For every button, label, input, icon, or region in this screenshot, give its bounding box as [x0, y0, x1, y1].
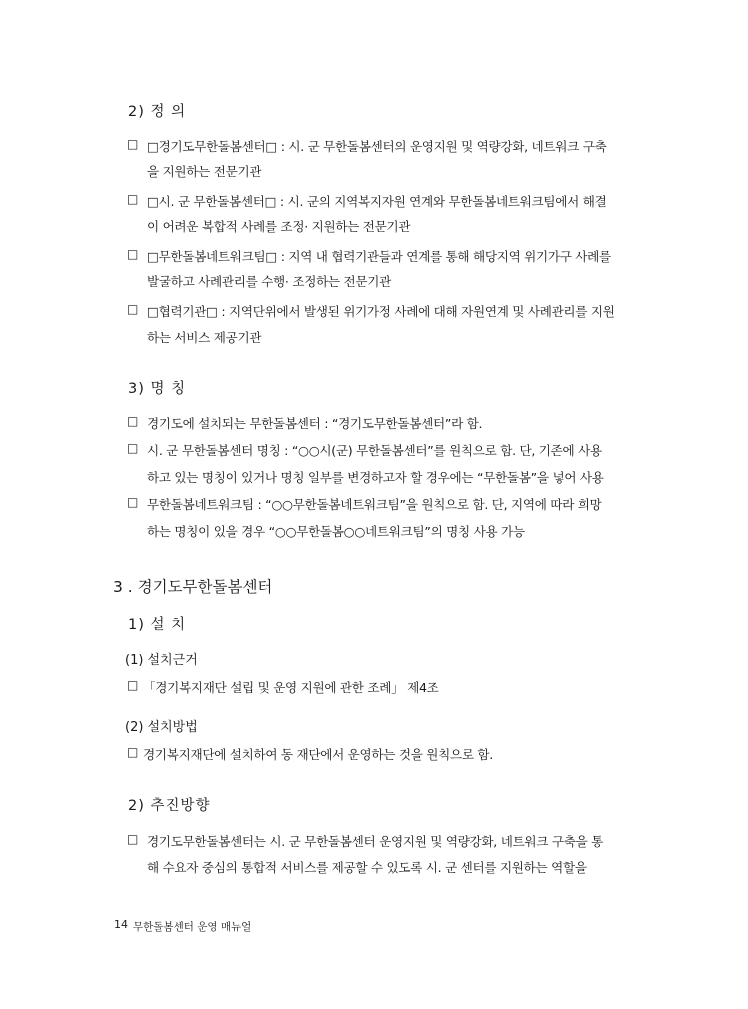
bullet-icon: □ [127, 832, 139, 846]
definition-item-2-line-1: □시. 군 무한돌봄센터□ : 시. 군의 지역복지자원 연계와 무한돌봄네트워크팀에서 해결 [147, 194, 607, 209]
direction-item-line-2: 해 수요자 중심의 통합적 서비스를 제공할 수 있도록 시. 군 센터를 지원하는 역할을 [147, 860, 587, 875]
definition-item-4-line-2: 하는 서비스 제공기관 [147, 330, 262, 345]
naming-item-2-line-2: 하고 있는 명칭이 있거나 명칭 일부를 변경하고자 할 경우에는 “무한돌봄”을 넣어 사용 [147, 470, 604, 485]
install-method-heading: (2) 설치방법 [125, 720, 198, 735]
page-number: 14 [114, 918, 128, 931]
bullet-icon: □ [127, 495, 139, 509]
definition-item-3-line-1: □무한돌봄네트워크팀□ : 지역 내 협력기관들과 연계를 통해 해당지역 위기가구 사례를 [147, 249, 611, 264]
definition-item-1-line-1: □경기도무한돌봄센터□ : 시. 군 무한돌봄센터의 운영지원 및 역량강화, 네트워크 구축 [147, 139, 607, 154]
direction-item-line-1: 경기도무한돌봄센터는 시. 군 무한돌봄센터 운영지원 및 역량강화, 네트워크 구축을 통 [147, 834, 604, 849]
bullet-icon: □ [127, 247, 139, 261]
bullet-icon: □ [127, 678, 139, 692]
definition-item-2-line-2: 이 어려운 복합적 사례를 조정· 지원하는 전문기관 [147, 219, 411, 234]
bullet-icon: □ [127, 745, 139, 759]
section-3-heading: 3 . 경기도무한돌봄센터 [113, 578, 273, 596]
naming-item-3-line-2: 하는 명칭이 있을 경우 “○○무한돌봄○○네트워크팀”의 명칭 사용 가능 [147, 524, 525, 539]
bullet-icon: □ [127, 414, 139, 428]
direction-heading: 2) 추진방향 [128, 798, 211, 814]
naming-item-3-line-1: 무한돌봄네트워크팀 : “○○무한돌봄네트워크팀”을 원칙으로 함. 단, 지역에 따라 희망 [147, 497, 602, 512]
bullet-icon: □ [127, 441, 139, 455]
footer-title: 무한돌봄센터 운영 매뉴얼 [133, 921, 252, 933]
definition-item-1-line-2: 을 지원하는 전문기관 [147, 164, 262, 179]
bullet-icon: □ [127, 302, 139, 316]
definition-item-3-line-2: 발굴하고 사례관리를 수행· 조정하는 전문기관 [147, 274, 391, 289]
naming-item-2-line-1: 시. 군 무한돌봄센터 명칭 : “○○시(군) 무한돌봄센터”를 원칙으로 함. 단, 기존에 사용 [147, 443, 602, 458]
definition-heading: 2) 정 의 [128, 104, 187, 120]
install-basis-item: 「경기복지재단 설립 및 운영 지원에 관한 조례」 제4조 [143, 680, 439, 695]
install-method-item: 경기복지재단에 설치하여 동 재단에서 운영하는 것을 원칙으로 함. [143, 747, 493, 762]
install-heading: 1) 설 치 [128, 617, 187, 633]
bullet-icon: □ [127, 192, 139, 206]
naming-heading: 3) 명 칭 [128, 381, 187, 397]
definition-item-4-line-1: □협력기관□ : 지역단위에서 발생된 위기가정 사례에 대해 자원연계 및 사례관리를 지원 [147, 304, 615, 319]
install-basis-heading: (1) 설치근거 [125, 653, 198, 668]
naming-item-1-line-1: 경기도에 설치되는 무한돌봄센터 : “경기도무한돌봄센터”라 함. [147, 416, 483, 431]
bullet-icon: □ [127, 137, 139, 151]
